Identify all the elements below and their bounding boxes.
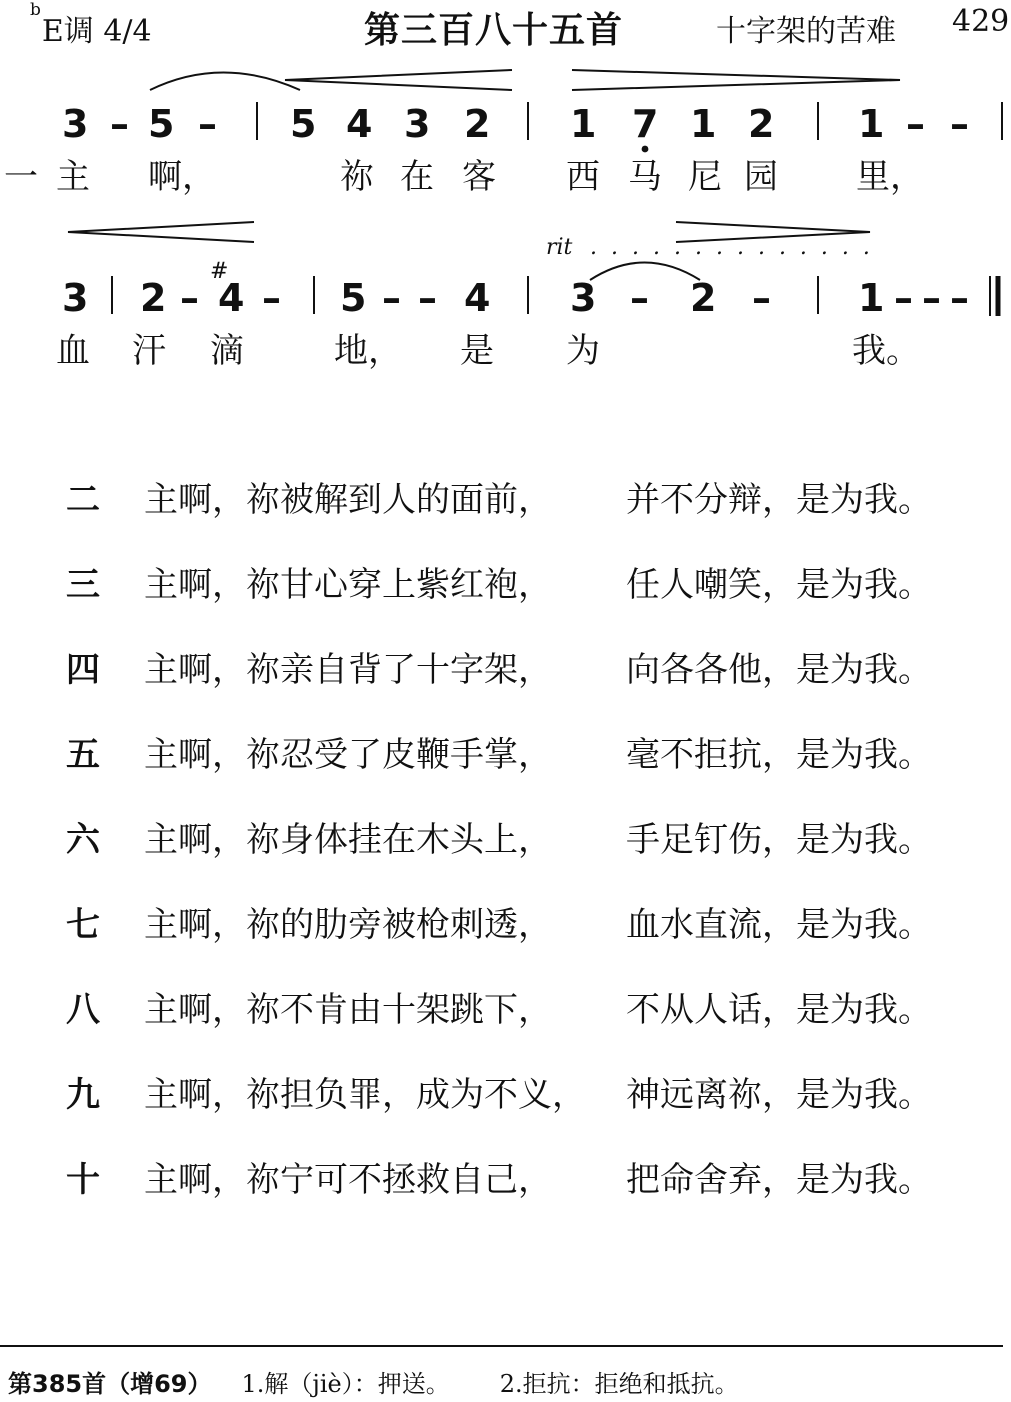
verse-line: 不从人话，是为我。 — [626, 990, 932, 1030]
note: 1 — [858, 102, 885, 146]
lyric: 尼 — [688, 157, 722, 197]
note: 4 — [218, 276, 245, 320]
verse-number-one: 一 — [4, 157, 38, 197]
note: 5 — [148, 102, 175, 146]
verse-line: 手足钉伤，是为我。 — [626, 820, 932, 860]
decrescendo-mark — [68, 222, 254, 242]
lyric: 园 — [744, 157, 778, 197]
verse-number: 九 — [66, 1075, 100, 1115]
lyric: 地， — [334, 331, 402, 371]
verse-row — [0, 1152, 1011, 1212]
verse-line: 主啊，祢甘心穿上紫红袍， — [144, 565, 552, 605]
lyric: 客 — [462, 157, 496, 197]
note: 3 — [62, 276, 89, 320]
note: 3 — [404, 102, 431, 146]
note-dash: – — [110, 102, 129, 146]
verse-row — [0, 557, 1011, 617]
hymn-subtitle: 十字架的苦难 — [716, 14, 896, 49]
footer-notes — [8, 1364, 739, 1399]
note: 2 — [690, 276, 717, 320]
verse-number: 五 — [66, 735, 100, 775]
note-dash: – — [752, 276, 771, 320]
note-dash: – — [950, 276, 969, 320]
note-dash: – — [262, 276, 281, 320]
note: 7 — [632, 102, 659, 146]
verse-line: 主啊，祢身体挂在木头上， — [144, 820, 552, 860]
verse-line: 主啊，祢宁可不拯救自己， — [144, 1160, 552, 1200]
verse-line: 主啊，祢担负罪，成为不义， — [144, 1075, 586, 1115]
ritardando-dots: .............. — [590, 235, 884, 260]
hymn-reference: 第385首（增69） — [8, 1370, 212, 1398]
lyric: 汗 — [132, 331, 166, 371]
note: 1 — [690, 102, 717, 146]
verse-row — [0, 1067, 1011, 1127]
lyric: 滴 — [210, 331, 244, 371]
verse-line: 血水直流，是为我。 — [626, 905, 932, 945]
page-number: 429 — [952, 4, 1010, 39]
verse-row — [0, 982, 1011, 1042]
note: 1 — [570, 102, 597, 146]
verse-line: 主啊，祢被解到人的面前， — [144, 480, 552, 520]
note-dash: – — [906, 102, 925, 146]
flat-sign: b — [30, 0, 41, 20]
footnote: 2.拒抗：拒绝和抵抗。 — [499, 1370, 739, 1398]
decrescendo-mark — [285, 70, 512, 90]
verse-line: 毫不拒抗，是为我。 — [626, 735, 932, 775]
note: 2 — [464, 102, 491, 146]
verse-line: 主啊，祢忍受了皮鞭手掌， — [144, 735, 552, 775]
lyric: 我。 — [852, 331, 920, 371]
verse-line: 任人嘲笑，是为我。 — [626, 565, 932, 605]
note: 3 — [570, 276, 597, 320]
lyric: 祢 — [340, 157, 374, 197]
verse-line: 并不分辩，是为我。 — [626, 480, 932, 520]
lyric: 血 — [56, 331, 90, 371]
lyric: 主 — [56, 157, 90, 197]
note: 5 — [290, 102, 317, 146]
note-dash: – — [382, 276, 401, 320]
verse-line: 主啊，祢亲自背了十字架， — [144, 650, 552, 690]
verse-row — [0, 897, 1011, 957]
note: 4 — [464, 276, 491, 320]
lyric: 是 — [460, 331, 494, 371]
verse-number: 十 — [66, 1160, 100, 1200]
verse-line: 把命舍弃，是为我。 — [626, 1160, 932, 1200]
verse-line: 向各各他，是为我。 — [626, 650, 932, 690]
note-dash: – — [894, 276, 913, 320]
lyric: 马 — [628, 157, 662, 197]
note-dash: – — [950, 102, 969, 146]
lyric: 在 — [400, 157, 434, 197]
lyric: 西 — [566, 157, 600, 197]
note-dash: – — [922, 276, 941, 320]
verse-line: 主啊，祢的肋旁被枪刺透， — [144, 905, 552, 945]
note: 1 — [858, 276, 885, 320]
verse-number: 三 — [66, 565, 100, 605]
verse-row — [0, 642, 1011, 702]
lyric: 为 — [566, 331, 600, 371]
verse-row — [0, 727, 1011, 787]
note: 2 — [748, 102, 775, 146]
lyric: 里， — [856, 157, 924, 197]
note-dash: – — [418, 276, 437, 320]
score — [0, 0, 1011, 400]
verse-number: 八 — [66, 990, 100, 1030]
sharp-sign: # — [210, 259, 229, 284]
crescendo-mark — [572, 70, 900, 90]
verse-line: 神远离祢，是为我。 — [626, 1075, 932, 1115]
footnote: 1.解（jiè）：押送。 — [241, 1370, 450, 1398]
lyric: 啊， — [148, 157, 216, 197]
verse-number: 二 — [66, 480, 100, 520]
verse-row — [0, 472, 1011, 532]
verse-row — [0, 812, 1011, 872]
note-dash: – — [180, 276, 199, 320]
key-text: E调 4/4 — [41, 14, 152, 49]
footer-divider — [0, 1345, 1003, 1347]
ritardando-mark: rit — [546, 235, 573, 260]
note-dash: – — [630, 276, 649, 320]
note: 4 — [346, 102, 373, 146]
note: 3 — [62, 102, 89, 146]
lower-octave-dot — [642, 146, 649, 153]
note: 5 — [340, 276, 367, 320]
note: 2 — [140, 276, 167, 320]
note-dash: – — [198, 102, 217, 146]
slur — [150, 73, 300, 91]
verse-number: 七 — [66, 905, 100, 945]
verse-number: 六 — [66, 820, 100, 860]
verse-line: 主啊，祢不肯由十架跳下， — [144, 990, 552, 1030]
verse-number: 四 — [66, 650, 100, 690]
hymn-title: 第三百八十五首 — [364, 10, 624, 51]
